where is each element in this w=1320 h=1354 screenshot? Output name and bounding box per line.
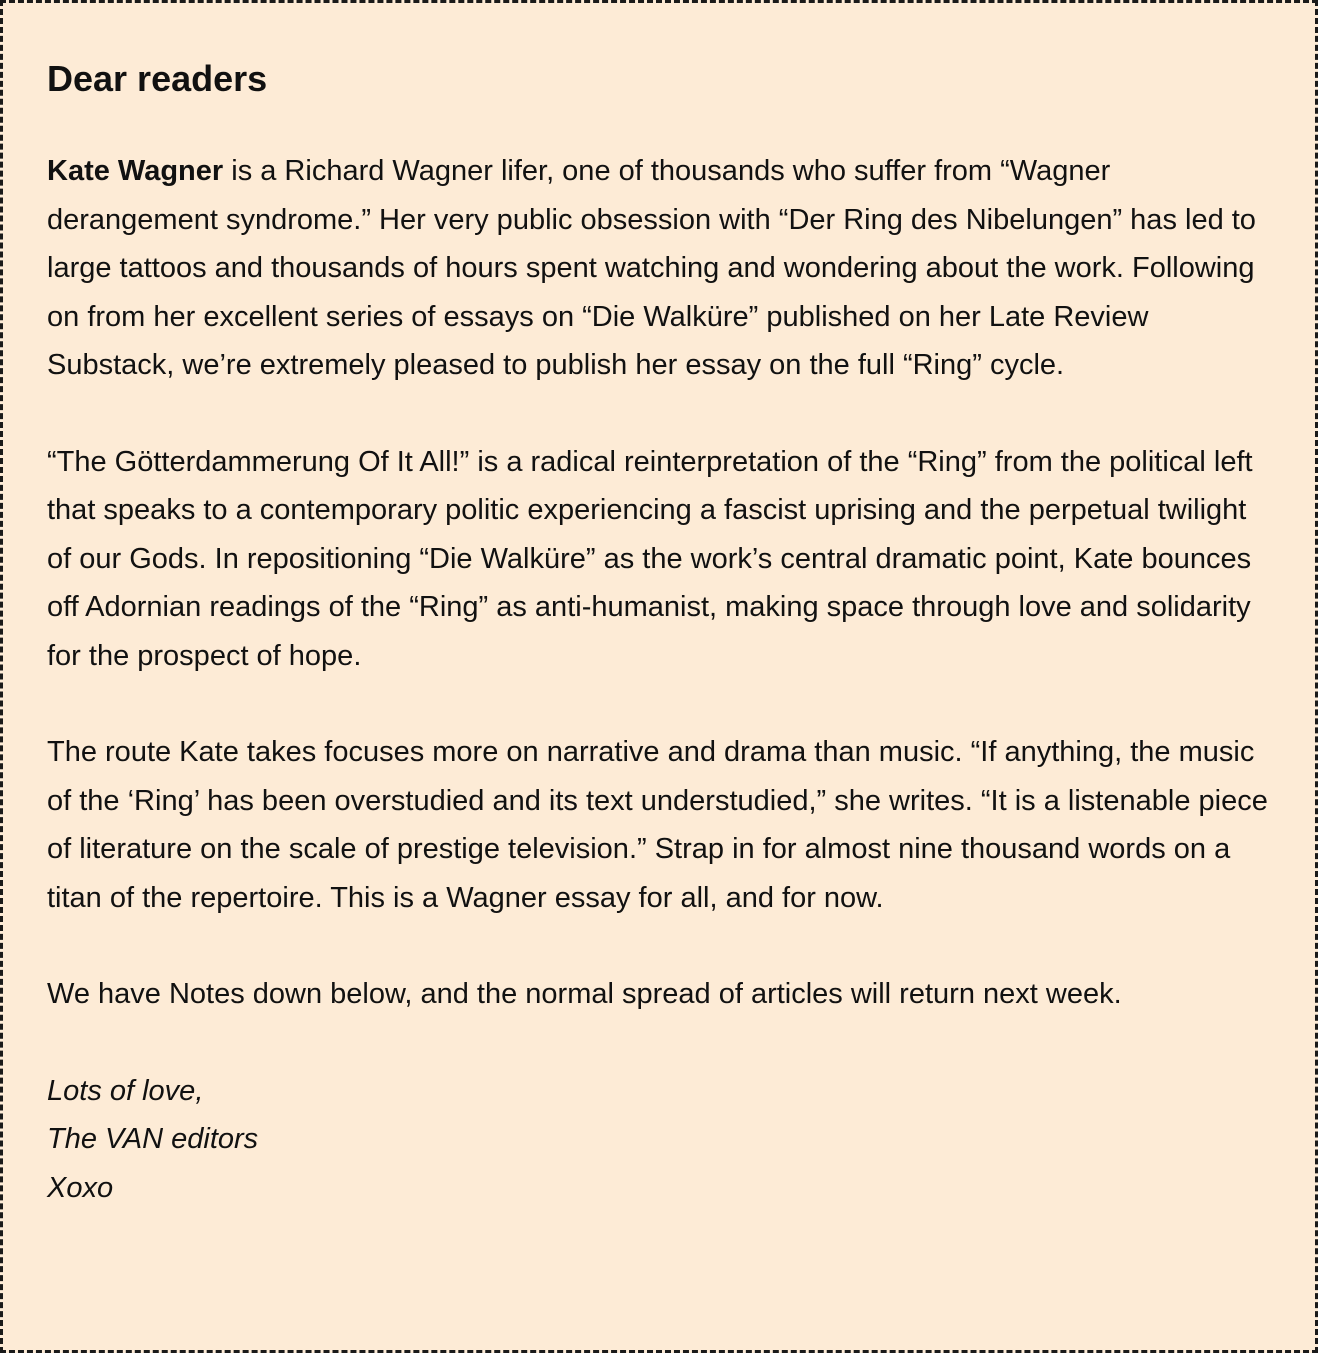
- author-name: Kate Wagner: [47, 155, 224, 187]
- signoff-line-3: Xoxo: [47, 1171, 114, 1204]
- signoff-line-2: The VAN editors: [47, 1123, 259, 1155]
- paragraph-route: The route Kate takes focuses more on narrative and drama than music. “If anything, the music of the ‘Ring’ has been overstudied and its text understudied,” she writes. “It is a listenable piece of literature on the scale of prestige television.” Strap in for almost nine thousand words on a titan of the repertoire. This is a Wagner essay for all, and for now.: [47, 736, 1268, 914]
- paragraph-essay-summary: “The Götterdammerung Of It All!” is a radical reinterpretation of the “Ring” from the political left that speaks to a contemporary politic experiencing a fascist uprising and the perpetual twilight of our Gods. In repositioning “Die Walküre” as the work’s central dramatic point, Kate bounces off Adornian readings of the “Ring” as anti-humanist, making space through love and solidarity for the prospect of hope.: [47, 445, 1253, 672]
- letter-heading: Dear readers: [47, 58, 268, 99]
- paragraph-intro: [47, 147, 1273, 390]
- paragraph-intro-text: is a Richard Wagner lifer, one of thousands who suffer from “Wagner derangement syndrome.” Her very public obsession with “Der Ring des Nibelungen” has led to large tattoos and thousands of hours spent watching and wondering about the work. Following on from her excellent series of essays on “Die Walküre” published on her Late Review Substack, we’re extremely pleased to publish her essay on the full “Ring” cycle.: [47, 155, 1256, 381]
- signoff-line-1: Lots of love,: [47, 1074, 204, 1107]
- signoff: [47, 1067, 1273, 1213]
- paragraph-notes: We have Notes down below, and the normal spread of articles will return next week.: [47, 978, 1122, 1010]
